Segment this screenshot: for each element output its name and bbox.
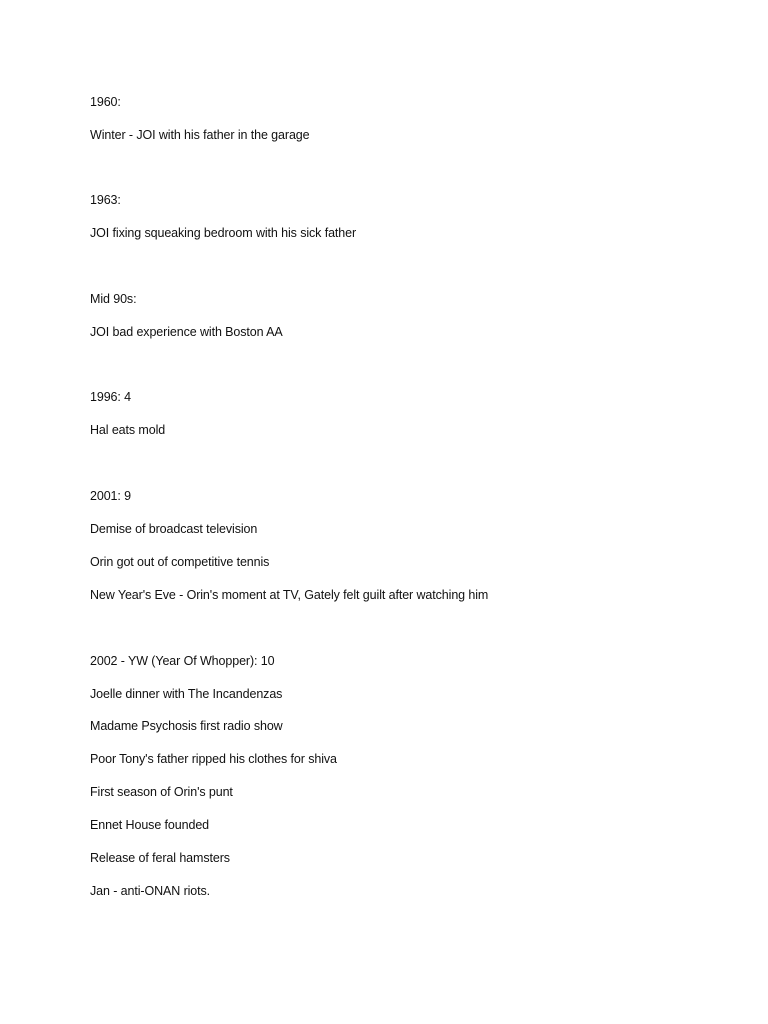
timeline-event: Orin got out of competitive tennis	[90, 555, 270, 569]
timeline-event: Jan - anti-ONAN riots.	[90, 884, 211, 898]
timeline-event: New Year's Eve - Orin's moment at TV, Gately felt guilt after watching him	[90, 588, 489, 602]
year-heading: 1996: 4	[90, 390, 132, 404]
year-heading: 2002 - YW (Year Of Whopper): 10	[90, 654, 275, 668]
year-heading: 1963:	[90, 193, 121, 207]
timeline-event: Poor Tony's father ripped his clothes for shiva	[90, 752, 337, 766]
timeline-event: First season of Orin's punt	[90, 785, 233, 799]
year-heading: 1960:	[90, 95, 121, 109]
timeline-event: Hal eats mold	[90, 423, 166, 437]
timeline-event: Release of feral hamsters	[90, 851, 230, 865]
timeline-event: Ennet House founded	[90, 818, 210, 832]
timeline-event: Demise of broadcast television	[90, 522, 258, 536]
timeline-event: JOI fixing squeaking bedroom with his sick father	[90, 226, 357, 240]
year-heading: Mid 90s:	[90, 292, 137, 306]
timeline-event: Madame Psychosis first radio show	[90, 719, 283, 733]
timeline-event: Winter - JOI with his father in the garage	[90, 128, 310, 142]
timeline-event: JOI bad experience with Boston AA	[90, 325, 283, 339]
year-heading: 2001: 9	[90, 489, 132, 503]
timeline-event: Joelle dinner with The Incandenzas	[90, 687, 283, 701]
